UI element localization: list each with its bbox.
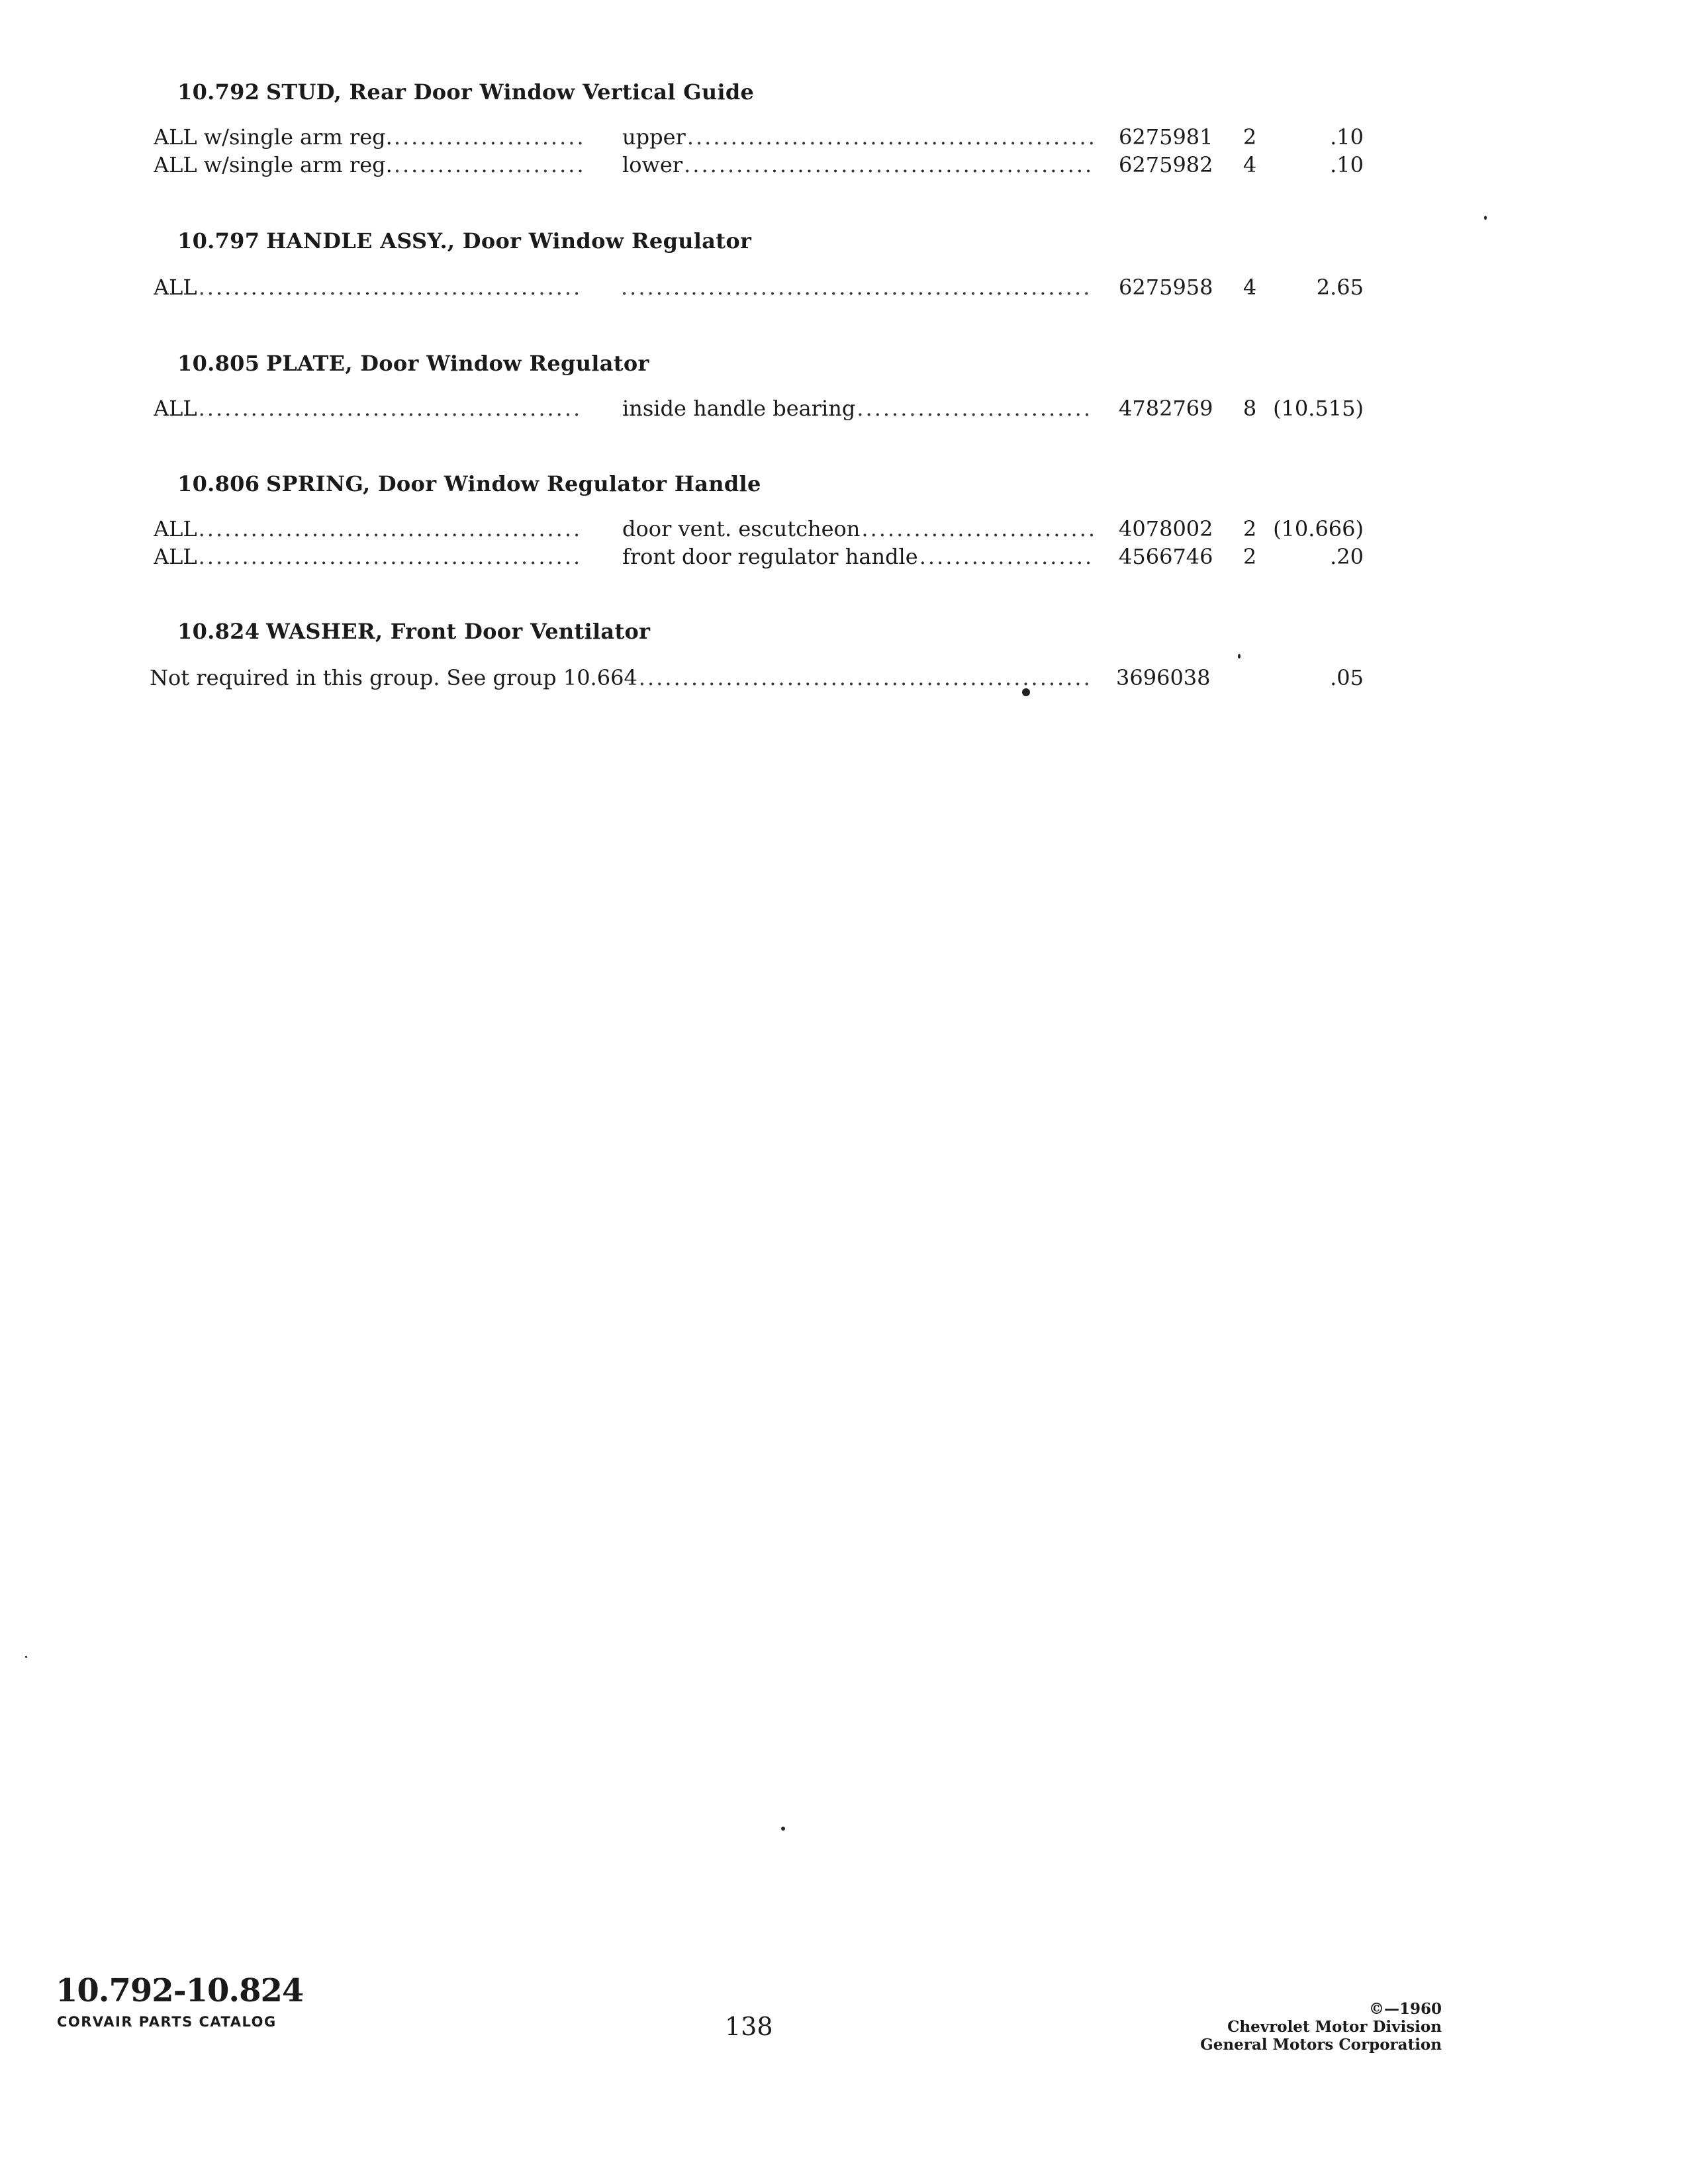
model-cell: ALL: [154, 516, 197, 541]
quantity-cell: 4: [1243, 275, 1257, 300]
part-number-cell: 3696038: [1116, 665, 1211, 690]
scan-speck: [1484, 216, 1487, 220]
group-number: 10.797: [177, 228, 260, 253]
dot-leader: [199, 275, 583, 300]
group-heading: [177, 471, 761, 496]
dot-leader: [687, 124, 1094, 150]
model-cell: ALL: [154, 396, 197, 421]
price-cell: .10: [1330, 152, 1364, 177]
group-number: 10.792: [177, 79, 260, 105]
group-title: STUD, Rear Door Window Vertical Guide: [266, 79, 755, 105]
price-cell: .10: [1330, 124, 1364, 150]
group-title: PLATE, Door Window Regulator: [266, 351, 649, 376]
footer-publisher: [1200, 2000, 1442, 2054]
group-number: 10.805: [177, 351, 260, 376]
quantity-cell: 8: [1243, 396, 1257, 421]
copyright-line: ©—1960: [1368, 2000, 1442, 2018]
price-cell: (10.666): [1273, 516, 1364, 541]
group-number: 10.824: [177, 619, 260, 644]
table-row: [0, 124, 1688, 152]
model-cell: ALL: [154, 275, 197, 300]
group-title: SPRING, Door Window Regulator Handle: [266, 471, 761, 496]
scan-speck: [25, 1656, 27, 1658]
group-heading: [177, 351, 649, 376]
corporation-line: General Motors Corporation: [1200, 2036, 1442, 2054]
table-row: [0, 665, 1688, 693]
table-row: [0, 152, 1688, 180]
footer-group-range: 10.792-10.824: [56, 1972, 304, 2009]
group-heading: [177, 228, 751, 253]
quantity-cell: 2: [1243, 544, 1257, 569]
description-cell: front door regulator handle: [622, 544, 918, 569]
description-cell: door vent. escutcheon: [622, 516, 861, 541]
model-cell: ALL: [154, 544, 197, 569]
dot-leader: [639, 665, 1090, 690]
model-cell: ALL w/single arm reg.: [154, 152, 393, 177]
table-row: [0, 396, 1688, 424]
part-number-cell: 4782769: [1119, 396, 1213, 421]
group-title: WASHER, Front Door Ventilator: [266, 619, 651, 644]
scan-speck: [1238, 654, 1241, 659]
footer-catalog-name: CORVAIR PARTS CATALOG: [57, 2014, 277, 2030]
quantity-cell: 2: [1243, 124, 1257, 150]
price-cell: .05: [1330, 665, 1364, 690]
table-row: [0, 544, 1688, 572]
price-cell: 2.65: [1316, 275, 1364, 300]
dot-leader: [199, 544, 583, 569]
group-title: HANDLE ASSY., Door Window Regulator: [266, 228, 752, 253]
quantity-cell: 2: [1243, 516, 1257, 541]
scan-speck: [781, 1827, 785, 1831]
dot-leader: [861, 516, 1094, 541]
quantity-cell: 4: [1243, 152, 1257, 177]
description-cell: inside handle bearing: [622, 396, 856, 421]
page-number: 138: [725, 2012, 773, 2041]
group-heading: [177, 619, 650, 644]
division-line: Chevrolet Motor Division: [1227, 2018, 1442, 2036]
description-cell: lower: [622, 152, 683, 177]
part-number-cell: 6275981: [1119, 124, 1213, 150]
dot-leader: [684, 152, 1094, 177]
part-number-cell: 4566746: [1119, 544, 1213, 569]
part-number-cell: 4078002: [1119, 516, 1213, 541]
part-number-cell: 6275958: [1119, 275, 1213, 300]
dot-leader: [394, 124, 583, 150]
dot-leader: [919, 544, 1094, 569]
group-number: 10.806: [177, 471, 260, 496]
description-cell: upper: [622, 124, 686, 150]
group-heading: [177, 79, 754, 105]
scan-speck: [1022, 688, 1030, 696]
part-number-cell: 6275982: [1119, 152, 1213, 177]
dot-leader: [857, 396, 1094, 421]
dot-leader: [199, 396, 583, 421]
price-cell: .20: [1330, 544, 1364, 569]
dot-leader: [394, 152, 583, 177]
table-row: [0, 275, 1688, 302]
model-cell: ALL w/single arm reg.: [154, 124, 393, 150]
table-row: [0, 516, 1688, 544]
model-cell: Not required in this group. See group 10.664: [150, 665, 637, 690]
dot-leader: [621, 275, 1091, 300]
dot-leader: [199, 516, 583, 541]
price-cell: (10.515): [1273, 396, 1364, 421]
